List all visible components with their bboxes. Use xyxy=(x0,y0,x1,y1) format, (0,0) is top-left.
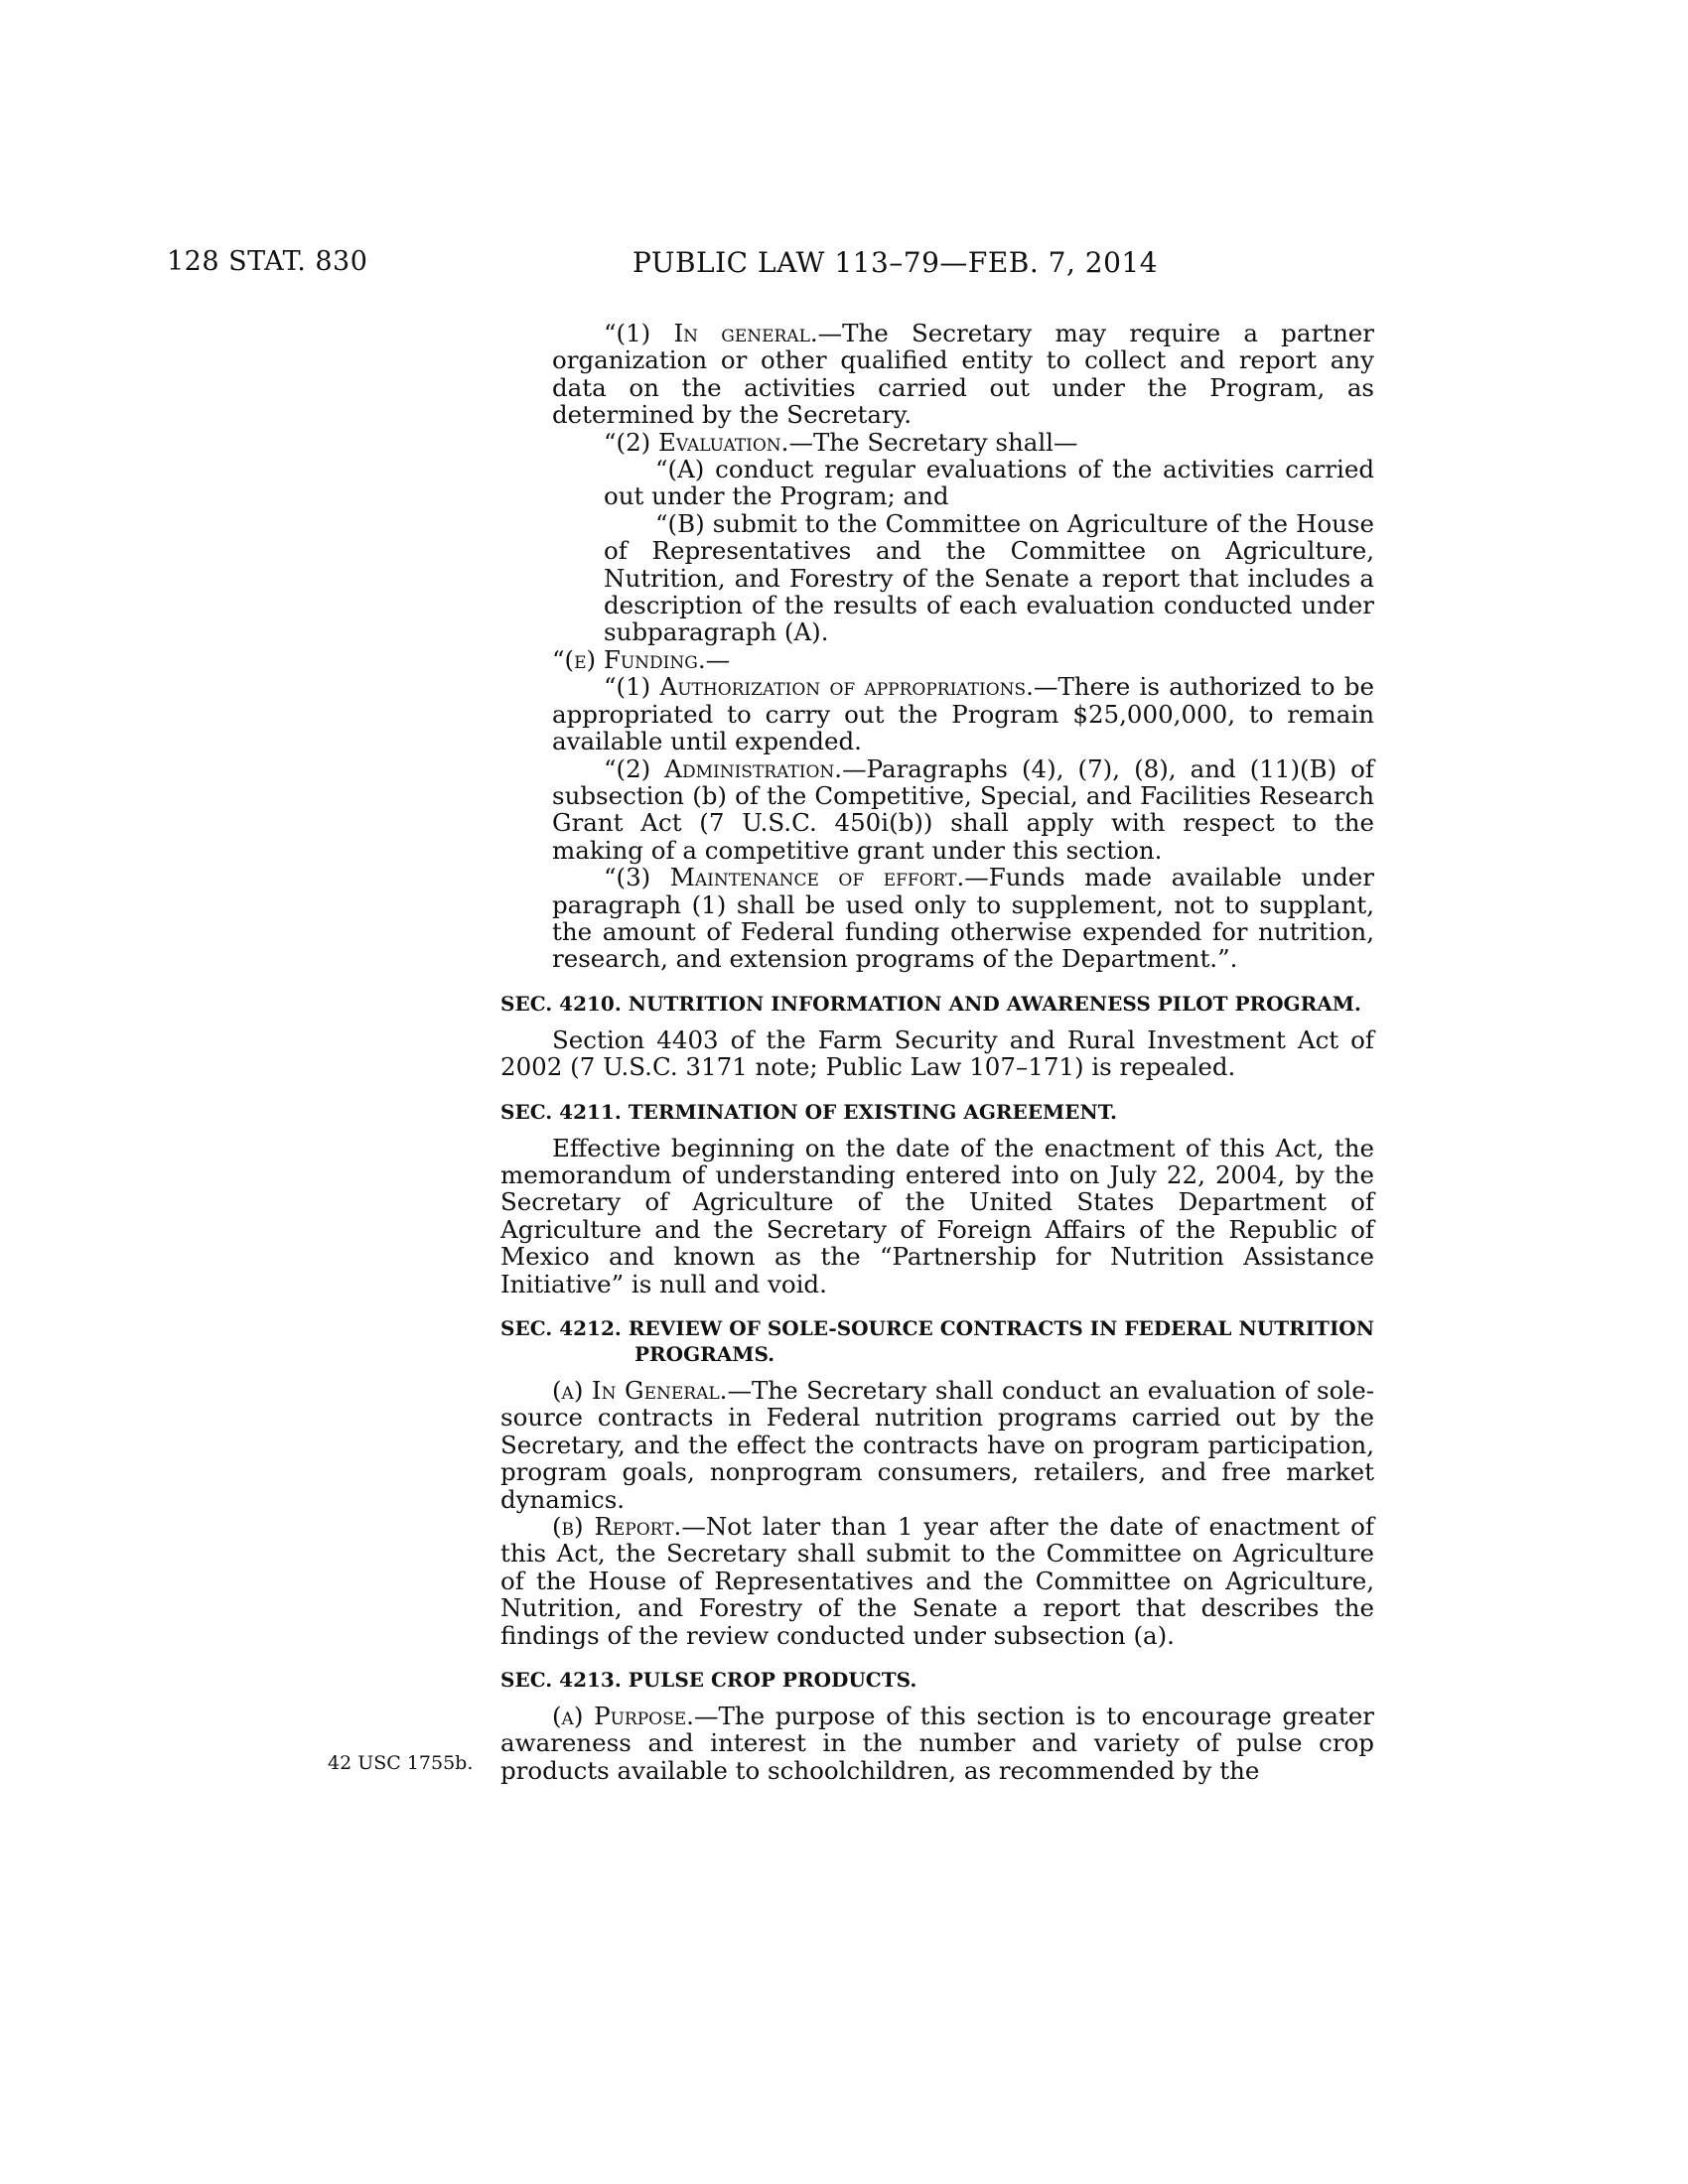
document-body xyxy=(500,320,1374,1784)
statute-page-number: 128 STAT. 830 xyxy=(167,246,368,277)
paragraph-text: —The Secretary may require a partner organization or other qualified entity to collect and report any data on the activities carried out under the Program, as determined by the Secretary. xyxy=(552,319,1374,430)
paragraph-heading: “(2) Administration. xyxy=(604,753,843,783)
paragraph-text: —The Secretary shall— xyxy=(788,427,1078,457)
paragraph-text: —There is authorized to be appropriated to carry out the Program $25,000,000, to remain available until expended. xyxy=(552,672,1374,756)
paragraph-heading: “(e) Funding. xyxy=(552,644,706,674)
paragraph-text: —Not later than 1 year after the date of enactment of this Act, the Secretary shall submit to the Committee on Agriculture of the House of Representatives and the Committee on Agriculture, Nutrition, and Forestry of the Senate a report that describes the findings of the review conducted under subsection (a). xyxy=(500,1512,1374,1650)
paragraph-heading: (b) Report. xyxy=(552,1512,682,1542)
paragraph-heading: (a) Purpose. xyxy=(552,1702,694,1731)
paragraph-d1 xyxy=(500,320,1374,429)
subsection-4212-b xyxy=(500,1513,1374,1649)
paragraph-e2 xyxy=(500,755,1374,865)
section-text-4211: Effective beginning on the date of the enactment of this Act, the memorandum of understanding entered into on July 22, 2004, by the Secretary of Agriculture of the United States Department of Agriculture and the Secretary of Foreign Affairs of the Republic of Mexico and known as the “Partnership for Nutrition Assistance Initiative” is null and void. xyxy=(500,1133,1374,1298)
paragraph-text: —The purpose of this section is to encourage greater awareness and interest in the number and variety of pulse crop products available to schoolchildren, as recommended by the xyxy=(500,1702,1374,1785)
paragraph-text: —Funds made available under paragraph (1) shall be used only to supplement, not to supplant, the amount of Federal funding otherwise expended for nutrition, research, and extension programs of the Department.”. xyxy=(552,863,1374,974)
paragraph-heading: “(1) In general. xyxy=(604,319,818,347)
section-heading-4211: SEC. 4211. TERMINATION OF EXISTING AGREEMENT. xyxy=(500,1099,1117,1124)
subsection-4213-a xyxy=(500,1703,1374,1784)
section-text-4210: Section 4403 of the Farm Security and Rural Investment Act of 2002 (7 U.S.C. 3171 note; Public Law 107–171) is repealed. xyxy=(500,1024,1374,1082)
paragraph-heading: “(3) Maintenance of effort. xyxy=(604,863,965,892)
paragraph-e3 xyxy=(500,864,1374,973)
paragraph-text: — xyxy=(705,644,731,674)
subsection-e xyxy=(500,646,1374,673)
section-heading-4210: SEC. 4210. NUTRITION INFORMATION AND AWARENESS PILOT PROGRAM. xyxy=(500,991,1361,1016)
paragraph-d2 xyxy=(500,429,1374,456)
subsection-4212-a xyxy=(500,1377,1374,1513)
usc-margin-note: 42 USC 1755b. xyxy=(328,1752,474,1774)
paragraph-e1 xyxy=(500,673,1374,754)
subparagraph-d2b: “(B) submit to the Committee on Agriculture of the House of Representatives and the Committee on Agriculture, Nutrition, and Forestry of the Senate a report that includes a description of the results of each evaluation conducted under subparagraph (A). xyxy=(604,508,1374,647)
running-head: PUBLIC LAW 113–79—FEB. 7, 2014 xyxy=(633,246,1159,279)
paragraph-heading: “(1) Authorization of appropriations. xyxy=(604,672,1034,702)
paragraph-heading: “(2) Evaluation. xyxy=(604,427,789,457)
section-heading-4213: SEC. 4213. PULSE CROP PRODUCTS. xyxy=(500,1668,917,1693)
subparagraph-d2a: “(A) conduct regular evaluations of the activities carried out under the Program; and xyxy=(604,455,1374,511)
section-heading-4212: SEC. 4212. REVIEW OF SOLE-SOURCE CONTRACTS IN FEDERAL NUTRITION PROGRAMS. xyxy=(500,1316,1374,1366)
paragraph-text: —The Secretary shall conduct an evaluation of sole-source contracts in Federal nutrition programs carried out by the Secretary, and the effect the contracts have on program participation, program goals, nonprogram consumers, retailers, and free market dynamics. xyxy=(500,1376,1374,1514)
paragraph-text: —Paragraphs (4), (7), (8), and (11)(B) of subsection (b) of the Competitive, Special, and Facilities Research Grant Act (7 U.S.C. 450i(b)) shall apply with respect to the making of a competitive grant under this section. xyxy=(552,753,1374,865)
paragraph-heading: (a) In General. xyxy=(552,1376,728,1405)
page-header xyxy=(0,246,1688,286)
